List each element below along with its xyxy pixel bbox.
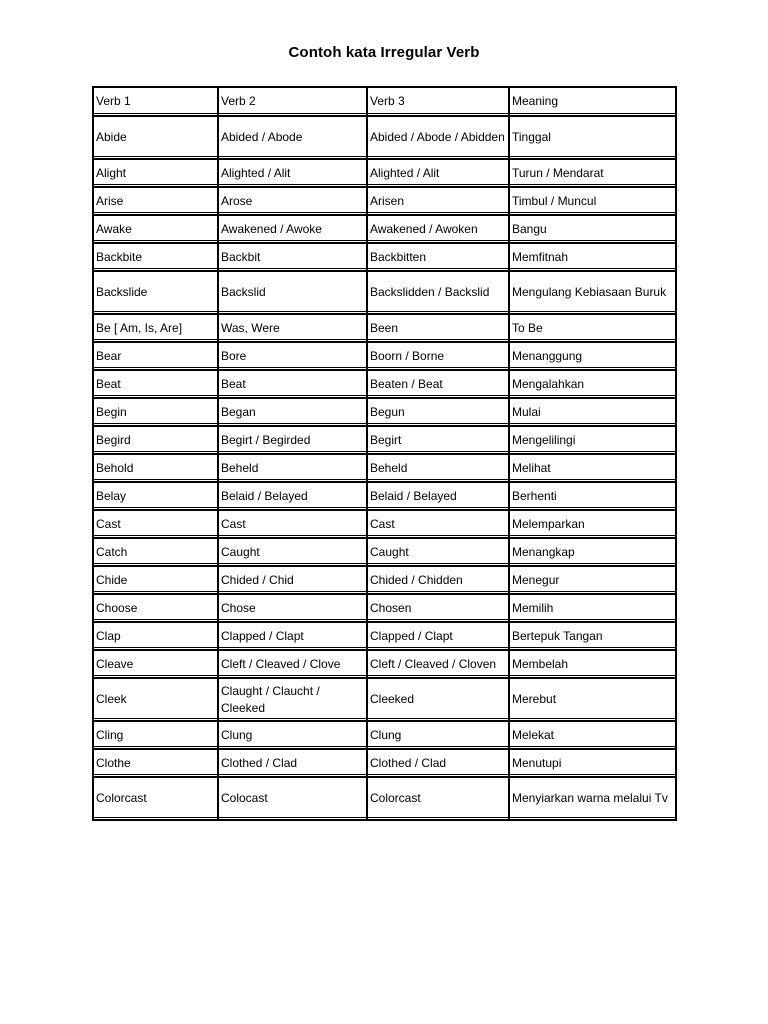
meaning-cell: Turun / Mendarat [510, 160, 677, 188]
verb-2-cell: Alighted / Alit [219, 160, 368, 188]
verb-2-cell: Chose [219, 595, 368, 623]
verb-3-cell: Caught [368, 539, 510, 567]
verb-1-cell: Backslide [94, 272, 219, 315]
table-row [94, 188, 677, 216]
table-row [94, 216, 677, 244]
meaning-cell: Bertepuk Tangan [510, 623, 677, 651]
verb-2-cell: Belaid / Belayed [219, 483, 368, 511]
verb-1-cell: Begin [94, 399, 219, 427]
table-row [94, 750, 677, 778]
meaning-cell: Menegur [510, 567, 677, 595]
verb-3-cell: Cleft / Cleaved / Cloven [368, 651, 510, 679]
verb-1-cell: Arise [94, 188, 219, 216]
verb-2-cell: Chided / Chid [219, 567, 368, 595]
verb-3-cell: Backbitten [368, 244, 510, 272]
verb-2-cell: Abided / Abode [219, 117, 368, 160]
verb-2-cell: Backslid [219, 272, 368, 315]
meaning-cell: Melihat [510, 455, 677, 483]
verb-2-cell: Clapped / Clapt [219, 623, 368, 651]
verb-3-cell: Begirt [368, 427, 510, 455]
table-row [94, 244, 677, 272]
verb-2-cell: Began [219, 399, 368, 427]
verb-2-cell: Colocast [219, 778, 368, 821]
table-row [94, 651, 677, 679]
verb-3-cell: Beheld [368, 455, 510, 483]
meaning-cell: Menutupi [510, 750, 677, 778]
verb-2-cell: Beat [219, 371, 368, 399]
meaning-cell: Tinggal [510, 117, 677, 160]
verb-3-cell: Been [368, 315, 510, 343]
verb-1-cell: Beat [94, 371, 219, 399]
verb-2-cell: Backbit [219, 244, 368, 272]
meaning-cell: Membelah [510, 651, 677, 679]
meaning-cell: Bangu [510, 216, 677, 244]
verb-1-cell: Begird [94, 427, 219, 455]
verb-2-cell: Clothed / Clad [219, 750, 368, 778]
irregular-verb-table [92, 86, 677, 821]
meaning-cell: Mulai [510, 399, 677, 427]
table-row [94, 483, 677, 511]
verb-1-cell: Backbite [94, 244, 219, 272]
verb-1-cell: Abide [94, 117, 219, 160]
table-row [94, 272, 677, 315]
table-row [94, 117, 677, 160]
verb-2-cell: Claught / Claucht / Cleeked [219, 679, 368, 722]
verb-3-cell: Begun [368, 399, 510, 427]
table-row [94, 623, 677, 651]
header-verb-1: Verb 1 [94, 88, 219, 117]
verb-2-cell: Arose [219, 188, 368, 216]
verb-2-cell: Awakened / Awoke [219, 216, 368, 244]
meaning-cell: Menyiarkan warna melalui Tv [510, 778, 677, 821]
meaning-cell: Berhenti [510, 483, 677, 511]
verb-2-cell: Caught [219, 539, 368, 567]
page-title: Contoh kata Irregular Verb [288, 44, 480, 61]
verb-3-cell: Awakened / Awoken [368, 216, 510, 244]
table-row [94, 399, 677, 427]
table-row [94, 511, 677, 539]
table-row [94, 160, 677, 188]
verb-1-cell: Cling [94, 722, 219, 750]
meaning-cell: Melekat [510, 722, 677, 750]
header-verb-2: Verb 2 [219, 88, 368, 117]
verb-1-cell: Chide [94, 567, 219, 595]
verb-1-cell: Cast [94, 511, 219, 539]
verb-3-cell: Backslidden / Backslid [368, 272, 510, 315]
verb-2-cell: Cast [219, 511, 368, 539]
verb-1-cell: Belay [94, 483, 219, 511]
verb-3-cell: Belaid / Belayed [368, 483, 510, 511]
table-row [94, 343, 677, 371]
verb-2-cell: Begirt / Begirded [219, 427, 368, 455]
meaning-cell: Mengalahkan [510, 371, 677, 399]
table-row [94, 427, 677, 455]
verb-3-cell: Chided / Chidden [368, 567, 510, 595]
meaning-cell: Mengelilingi [510, 427, 677, 455]
meaning-cell: Memilih [510, 595, 677, 623]
verb-2-cell: Beheld [219, 455, 368, 483]
meaning-cell: Mengulang Kebiasaan Buruk [510, 272, 677, 315]
table-row [94, 371, 677, 399]
meaning-cell: To Be [510, 315, 677, 343]
table-row [94, 455, 677, 483]
verb-1-cell: Clothe [94, 750, 219, 778]
meaning-cell: Memfitnah [510, 244, 677, 272]
verb-3-cell: Arisen [368, 188, 510, 216]
verb-3-cell: Chosen [368, 595, 510, 623]
verb-1-cell: Colorcast [94, 778, 219, 821]
verb-3-cell: Clung [368, 722, 510, 750]
verb-3-cell: Cast [368, 511, 510, 539]
table-row [94, 315, 677, 343]
table-header-row [94, 88, 677, 117]
verb-2-cell: Bore [219, 343, 368, 371]
verb-1-cell: Awake [94, 216, 219, 244]
verb-3-cell: Beaten / Beat [368, 371, 510, 399]
table-row [94, 722, 677, 750]
verb-3-cell: Clapped / Clapt [368, 623, 510, 651]
header-verb-3: Verb 3 [368, 88, 510, 117]
verb-2-cell: Was, Were [219, 315, 368, 343]
table-row [94, 567, 677, 595]
table-row [94, 778, 677, 821]
verb-1-cell: Cleave [94, 651, 219, 679]
verb-3-cell: Alighted / Alit [368, 160, 510, 188]
verb-1-cell: Catch [94, 539, 219, 567]
table-row [94, 539, 677, 567]
verb-1-cell: Behold [94, 455, 219, 483]
verb-1-cell: Bear [94, 343, 219, 371]
verb-2-cell: Cleft / Cleaved / Clove [219, 651, 368, 679]
header-meaning: Meaning [510, 88, 677, 117]
table-row [94, 679, 677, 722]
verb-3-cell: Cleeked [368, 679, 510, 722]
meaning-cell: Merebut [510, 679, 677, 722]
verb-1-cell: Clap [94, 623, 219, 651]
meaning-cell: Menangkap [510, 539, 677, 567]
meaning-cell: Timbul / Muncul [510, 188, 677, 216]
verb-3-cell: Boorn / Borne [368, 343, 510, 371]
verb-1-cell: Cleek [94, 679, 219, 722]
verb-1-cell: Alight [94, 160, 219, 188]
table-body [94, 117, 677, 821]
table-row [94, 595, 677, 623]
meaning-cell: Melemparkan [510, 511, 677, 539]
verb-3-cell: Clothed / Clad [368, 750, 510, 778]
verb-3-cell: Abided / Abode / Abidden [368, 117, 510, 160]
verb-1-cell: Be [ Am, Is, Are] [94, 315, 219, 343]
meaning-cell: Menanggung [510, 343, 677, 371]
verb-2-cell: Clung [219, 722, 368, 750]
verb-3-cell: Colorcast [368, 778, 510, 821]
verb-1-cell: Choose [94, 595, 219, 623]
